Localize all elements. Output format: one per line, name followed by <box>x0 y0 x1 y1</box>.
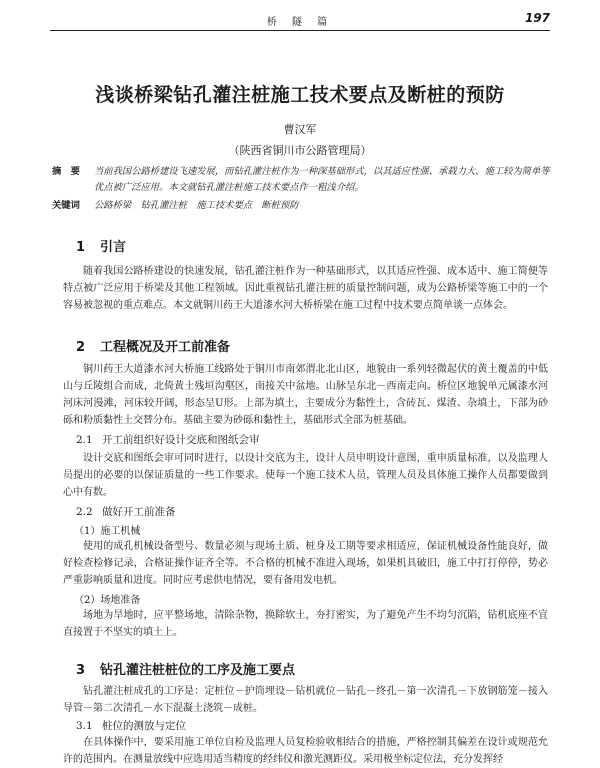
section-3-heading <box>76 659 295 678</box>
abstract-label: 摘 要 <box>52 166 80 177</box>
construction-machinery-paragraph: 使用的成孔机械设备型号、数量必须与现场土质、桩身及工期等要求相适应，保证机械设备性能良好，做好检查检修记录，合格证操作证齐全等。不合格的机械不准进入现场，如果机具破旧，施工中打打停停，势必严重影响质量和进度。同时应考虑供电情况，要有备用发电机。 <box>63 541 548 586</box>
subsection-2-1-title: 开工前组织好设计交底和图纸会审 <box>102 434 260 446</box>
subsection-3-1-number: 3.1 <box>76 720 93 732</box>
site-preparation-paragraph: 场地为旱地时，应平整场地，清除杂物，换除软土，夯打密实，为了避免产生不均匀沉陷，钻机底座不宜直接置于不坚实的填土上。 <box>63 610 548 638</box>
section-1-paragraph: 随着我国公路桥建设的快速发展，钻孔灌注桩作为一种基础形式，以其适应性强、成本适中、施工简便等特点被广泛应用于桥梁及其他工程领域。因此重视钻孔灌注桩的质量控制问题，成为公路桥梁等施工中的一个容易被忽视的重点难点。本文就铜川药王大道漆水河大桥桥梁在施工过程中技术要点简单谈一点体会。 <box>63 266 548 311</box>
section-1-title: 引言 <box>100 240 127 255</box>
keywords-label: 关键词 <box>52 200 80 211</box>
subsection-2-1-heading <box>76 432 260 447</box>
section-2-number: 2 <box>76 340 86 355</box>
item-site-preparation-heading: （2）场地准备 <box>74 595 141 606</box>
abstract-text: 当前我国公路桥建设飞速发展，而钻孔灌注桩作为一种深基础形式，以其适应性强、承载力大、施工较为简单等优点被广泛应用。本文就钻孔灌注桩施工技术要点作一粗浅介绍。 <box>94 166 550 193</box>
section-1-number: 1 <box>76 240 86 255</box>
subsection-2-2-heading <box>76 504 176 519</box>
author-affiliation: （陕西省铜川市公路管理局） <box>228 144 372 157</box>
journal-section-name: 桥 隧 篇 <box>266 17 334 28</box>
article-author: 曹汉军 <box>283 123 317 136</box>
section-2-paragraph-overview: 铜川药王大道漆水河大桥施工线路处于铜川市南郊渭北北山区，地貌由一系列轻微起伏的黄土覆盖的中低山与丘陵组合而成，北倚黄土残垣沟壑区，南接关中盆地。山脉呈东北－西南走向。桥位区地貌单元属漆水河河床河漫滩，河床较开阔，形态呈U形。上部为填土，主要成分为黏性土，含砖瓦、煤渣、杂填土，下部为砂砾和粉质黏性土交替分布。基础主要为砂砾和黏性土，基础形式全部为桩基础。 <box>63 364 548 426</box>
subsection-2-1-paragraph: 设计交底和图纸会审可同时进行，以设计交底为主，设计人员申明设计意图，重申质量标准，以及监理人员提出的必要的以保证质量的一些工作要求。使每一个施工技术人员，管理人员及具体施工操作人员都要做到心中有数。 <box>63 453 548 498</box>
section-3-paragraph-process: 钻孔灌注桩成孔的工序是：定桩位－护筒埋设－钻机就位－钻孔－终孔－第一次清孔－下放钢筋笼－接入导管－第二次清孔－水下混凝土浇筑－成桩。 <box>63 686 548 714</box>
subsection-2-1-number: 2.1 <box>76 434 93 446</box>
running-header <box>50 10 550 31</box>
subsection-3-1-heading <box>76 718 186 733</box>
page-number: 197 <box>524 11 550 25</box>
keywords-block <box>52 198 550 214</box>
subsection-3-1-title: 桩位的测放与定位 <box>102 720 186 732</box>
section-3-title: 钻孔灌注桩桩位的工序及施工要点 <box>100 663 296 678</box>
section-2-title: 工程概况及开工前准备 <box>100 340 231 355</box>
section-3-number: 3 <box>76 663 86 678</box>
abstract-block <box>52 164 550 196</box>
subsection-2-2-title: 做好开工前准备 <box>102 506 176 518</box>
item-construction-machinery-heading: （1）施工机械 <box>74 526 141 537</box>
subsection-2-2-number: 2.2 <box>76 506 93 518</box>
article-title: 浅谈桥梁钻孔灌注桩施工技术要点及断桩的预防 <box>95 84 505 106</box>
keywords-text: 公路桥梁 钻孔灌注桩 施工技术要点 断桩预防 <box>94 200 299 211</box>
section-2-heading <box>76 336 230 355</box>
subsection-3-1-paragraph: 在具体操作中，要采用施工单位自检及监理人员复检验收相结合的措施，严格控制其偏差在设计或规范允许的范围内。在测量放线中应选用适当精度的经纬仪和激光测距仪。采用极坐标定位法，充分发挥经 <box>63 737 548 765</box>
section-1-heading <box>76 236 126 255</box>
